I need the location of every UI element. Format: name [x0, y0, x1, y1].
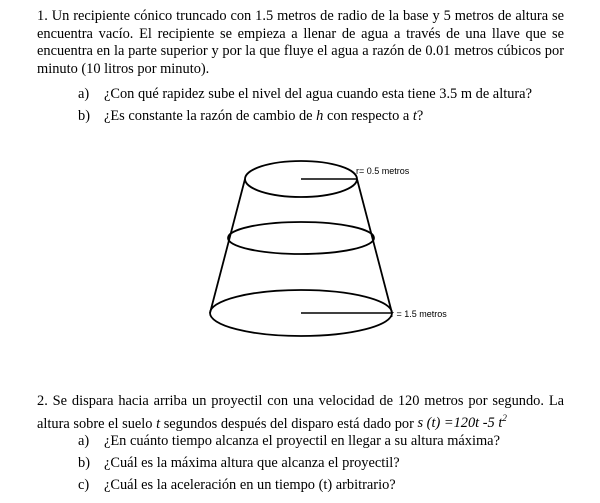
formula-exponent: 2: [502, 413, 507, 424]
variable-t: t: [412, 108, 417, 124]
question-text-mid: con respecto a: [323, 108, 413, 124]
problem-2-text-mid: segundos después del disparo está dado por: [160, 415, 418, 432]
problem-1-text: 1. Un recipiente cónico truncado con 1.5 metros de radio de la base y 5 metros de altura se encuentra vacío. El recipiente se empieza a llenar de agua a través de una llave que se encuentra en la parte superior y por la que fluye el agua a razón de 0.01 metros cúbicos por minuto (10 litros por minuto).: [37, 8, 564, 77]
problem-2-text: [37, 393, 564, 433]
question-text: ¿Es constante la razón de cambio de: [104, 108, 317, 124]
formula-body: s (t) =120t -5 t: [417, 415, 503, 432]
question-mark: ?: [416, 108, 424, 124]
question-label: c): [78, 477, 90, 493]
bottom-radius-label: r = 1.5 metros: [391, 309, 447, 319]
problem-2-question-a: [78, 433, 500, 450]
question-label: a): [78, 86, 90, 102]
question-text: ¿Con qué rapidez sube el nivel del agua cuando esta tiene 3.5 m de altura?: [104, 86, 532, 102]
question-label: b): [78, 455, 90, 471]
variable-h: h: [316, 108, 324, 124]
question-label: b): [78, 108, 90, 124]
formula: [417, 415, 506, 431]
question-text: ¿Cuál es la aceleración en un tiempo (t) arbitrario?: [104, 477, 396, 493]
problem-2-question-b: [78, 455, 400, 472]
variable-t: t: [156, 415, 161, 432]
top-radius-label: r= 0.5 metros: [356, 166, 410, 176]
question-label: a): [78, 433, 90, 449]
question-text: ¿Cuál es la máxima altura que alcanza el proyectil?: [104, 455, 400, 471]
problem-2-text-start: 2. Se dispara hacia arriba un proyectil con una velocidad de 120 metros por segundo. La altura sobre el suelo: [37, 393, 564, 432]
middle-ellipse: [228, 222, 374, 254]
problem-2-question-c: [78, 477, 396, 494]
question-text: ¿En cuánto tiempo alcanza el proyectil en llegar a su altura máxima?: [104, 433, 500, 449]
